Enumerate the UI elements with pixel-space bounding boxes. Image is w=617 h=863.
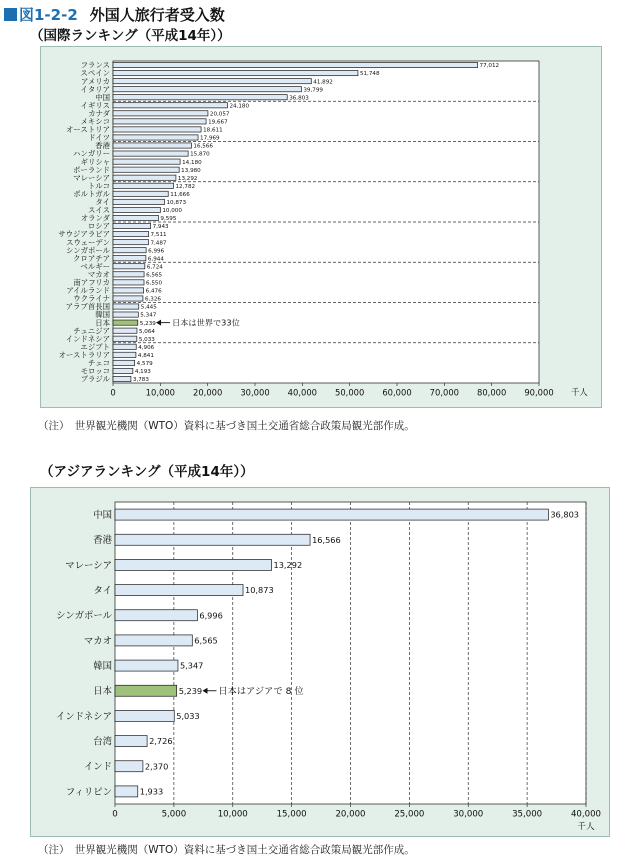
bar [113,79,311,84]
bar [113,159,180,164]
bar [113,183,174,188]
bar [113,272,144,277]
bar [113,87,301,92]
category-label: トルコ [87,181,110,191]
category-label: ギリシャ [80,157,110,167]
bar [113,167,179,172]
bar [113,328,137,333]
value-label: 41,892 [313,79,333,86]
value-label: 10,873 [166,200,187,207]
category-label: インドネシア [55,711,112,723]
bar [113,304,139,309]
value-label: 24,180 [229,103,250,110]
value-label: 13,292 [273,560,303,571]
value-label: 5,347 [140,312,157,319]
category-label: 台湾 [93,736,112,748]
category-label: ベルギー [80,261,110,271]
x-tick-label: 40,000 [570,809,602,820]
bar [115,660,178,671]
x-tick-label: 15,000 [276,809,307,820]
value-label: 6,550 [146,280,163,287]
category-label: スウェーデン [66,237,110,247]
category-label: イタリア [80,84,110,94]
value-label: 1,933 [139,786,164,797]
bar [113,223,151,228]
asia-ranking-chart [31,488,609,836]
bar [113,288,144,293]
figure-number: 図1-2-2 [19,6,78,24]
value-label: 15,870 [190,151,210,158]
category-label: マカオ [87,269,110,279]
japan-annotation: 日本はアジアで 8 位 [218,686,304,698]
category-label: エジプト [80,342,110,352]
x-tick-label: 10,000 [217,809,248,820]
bar [113,368,133,373]
title-marker-icon [4,8,17,21]
category-label: オーストラリア [58,350,110,360]
value-label: 19,667 [208,119,228,126]
category-label: フィリピン [65,786,112,798]
category-label: タイ [95,197,110,207]
bar-japan [113,320,138,325]
value-label: 4,841 [137,352,154,359]
category-label: インド [83,761,112,773]
category-label: ハンガリー [73,149,110,159]
figure-title-text: 外国人旅行者受入数 [89,6,225,24]
value-label: 5,033 [176,711,200,722]
bar [113,312,138,317]
category-label: フランス [80,60,110,70]
category-label: タイ [93,585,112,597]
value-label: 5,064 [138,328,155,335]
bar [113,215,158,220]
category-label: クロアチア [73,253,110,263]
category-label: 中国 [93,509,112,521]
world-chart-panel [40,46,602,408]
x-tick-label: 25,000 [394,809,425,820]
bar [115,610,197,621]
category-label: シンガポール [56,610,112,622]
value-label: 7,511 [150,232,167,239]
category-label: アメリカ [80,76,110,86]
category-label: スイス [88,205,110,215]
bar [115,559,272,570]
x-axis-unit-label: 千人 [577,822,595,832]
bar [113,296,143,301]
value-label: 5,239 [178,685,203,696]
bar [113,248,146,253]
value-label: 16,566 [312,534,341,545]
category-label: 中国 [95,92,110,102]
category-label: ポーランド [73,165,110,175]
bar [113,135,198,140]
x-tick-label: 30,000 [240,387,270,398]
category-label: 香港 [93,535,112,547]
world-ranking-subtitle: （国際ランキング（平成14年）） [30,28,231,44]
value-label: 4,906 [138,344,155,351]
bar [113,70,358,75]
asia-chart-note: （注） 世界観光機関（WTO）資料に基づき国土交通省総合政策局観光部作成。 [38,844,415,856]
value-label: 5,445 [140,304,157,311]
world-ranking-chart [41,47,601,407]
world-chart-note: （注） 世界観光機関（WTO）資料に基づき国土交通省総合政策局観光部作成。 [38,420,415,432]
x-tick-label: 30,000 [453,809,484,820]
value-label: 18,611 [203,127,223,134]
value-label: 51,748 [359,71,380,78]
category-label: ドイツ [88,133,110,143]
category-label: アイルランド [66,286,110,296]
category-label: オーストリア [66,125,110,135]
category-label: 韓国 [95,310,110,320]
value-label: 7,943 [152,224,169,231]
value-label: 7,487 [150,240,167,247]
value-label: 12,782 [175,183,196,190]
x-tick-label: 0 [112,809,118,820]
category-label: イギリス [80,100,110,110]
bar [113,207,160,212]
category-label: ブラジル [80,374,110,384]
bar [113,336,137,341]
category-label: マレーシア [65,560,112,572]
bar [113,175,176,180]
category-label: スペイン [80,68,110,78]
category-label: アラブ首長国 [65,302,110,312]
value-label: 2,370 [144,761,169,772]
bar [113,376,131,381]
category-label: ロシア [87,221,110,231]
bar [115,534,310,545]
bar [113,240,148,245]
value-label: 10,873 [245,585,274,596]
category-label: 韓国 [93,660,112,672]
x-tick-label: 50,000 [335,387,365,398]
bar [113,231,149,236]
bar [113,191,168,196]
x-tick-label: 10,000 [145,387,175,398]
category-label: マレーシア [73,173,110,183]
value-label: 13,292 [177,175,198,182]
bar [115,786,138,797]
figure-title [4,4,225,25]
bar [115,509,548,520]
category-label: ウクライナ [73,294,110,304]
category-label: カナダ [88,108,110,118]
value-label: 13,980 [181,167,201,174]
bar [115,736,147,747]
category-label: 南アフリカ [73,278,110,288]
bar [113,151,188,156]
category-label: メキシコ [80,117,110,127]
value-label: 6,724 [146,264,163,271]
bar [115,635,192,646]
x-tick-label: 40,000 [287,387,317,398]
asia-ranking-subtitle: （アジアランキング（平成14年）） [40,464,254,480]
value-label: 14,180 [182,159,202,166]
value-label: 3,783 [132,377,149,384]
category-label: チェコ [88,358,110,368]
bar [113,280,144,285]
bar [113,256,146,261]
bar [113,119,206,124]
japan-annotation: 日本は世界で33位 [172,317,240,328]
x-tick-label: 5,000 [161,809,187,820]
value-label: 36,803 [289,95,309,102]
category-label: モロッコ [80,366,110,376]
category-label: オランダ [80,213,110,223]
bar [113,344,136,349]
value-label: 16,566 [193,143,213,150]
value-label: 9,595 [160,216,177,223]
bar [113,199,164,204]
value-label: 77,012 [479,63,500,70]
value-label: 5,033 [138,336,155,343]
value-label: 11,666 [170,191,190,198]
value-label: 6,326 [144,296,161,303]
x-tick-label: 60,000 [382,387,412,398]
category-label: シンガポール [65,245,110,255]
bar [113,352,136,357]
x-tick-label: 80,000 [477,387,507,398]
bar [113,143,191,148]
bar [115,710,174,721]
bar [115,761,143,772]
value-label: 6,476 [145,288,162,295]
value-label: 10,000 [162,208,182,215]
category-label: ポルトガル [73,189,110,199]
value-label: 4,193 [134,369,151,376]
value-label: 39,799 [303,87,323,94]
category-label: 香港 [95,141,110,151]
x-tick-label: 70,000 [429,387,459,398]
x-tick-label: 20,000 [335,809,366,820]
category-label: マカオ [83,635,112,647]
value-label: 6,565 [146,272,163,279]
bar [115,585,243,596]
bar [113,264,145,269]
bar-japan [115,685,177,696]
category-label: 日本 [93,686,112,698]
category-label: 日本 [95,318,110,328]
value-label: 17,969 [200,135,220,142]
category-label: インドネシア [65,334,110,344]
value-label: 20,057 [209,111,230,118]
x-tick-label: 0 [110,387,116,398]
bar [113,111,208,116]
value-label: 6,565 [194,635,218,646]
value-label: 2,726 [149,736,173,747]
bar [113,360,135,365]
x-tick-label: 20,000 [193,387,223,398]
value-label: 6,944 [147,256,164,263]
asia-chart-panel [30,487,610,837]
bar [113,103,227,108]
category-label: サウジアラビア [58,229,110,239]
bar [113,62,478,67]
x-tick-label: 90,000 [524,387,554,398]
value-label: 36,803 [550,509,580,520]
value-label: 6,996 [148,248,165,255]
bar [113,127,201,132]
x-axis-unit-label: 千人 [571,387,588,397]
value-label: 5,239 [139,320,156,327]
value-label: 4,579 [136,361,153,368]
bar [113,95,287,100]
x-tick-label: 35,000 [512,809,543,820]
value-label: 6,996 [199,610,223,621]
category-label: チュニジア [73,326,110,336]
value-label: 5,347 [179,660,204,671]
